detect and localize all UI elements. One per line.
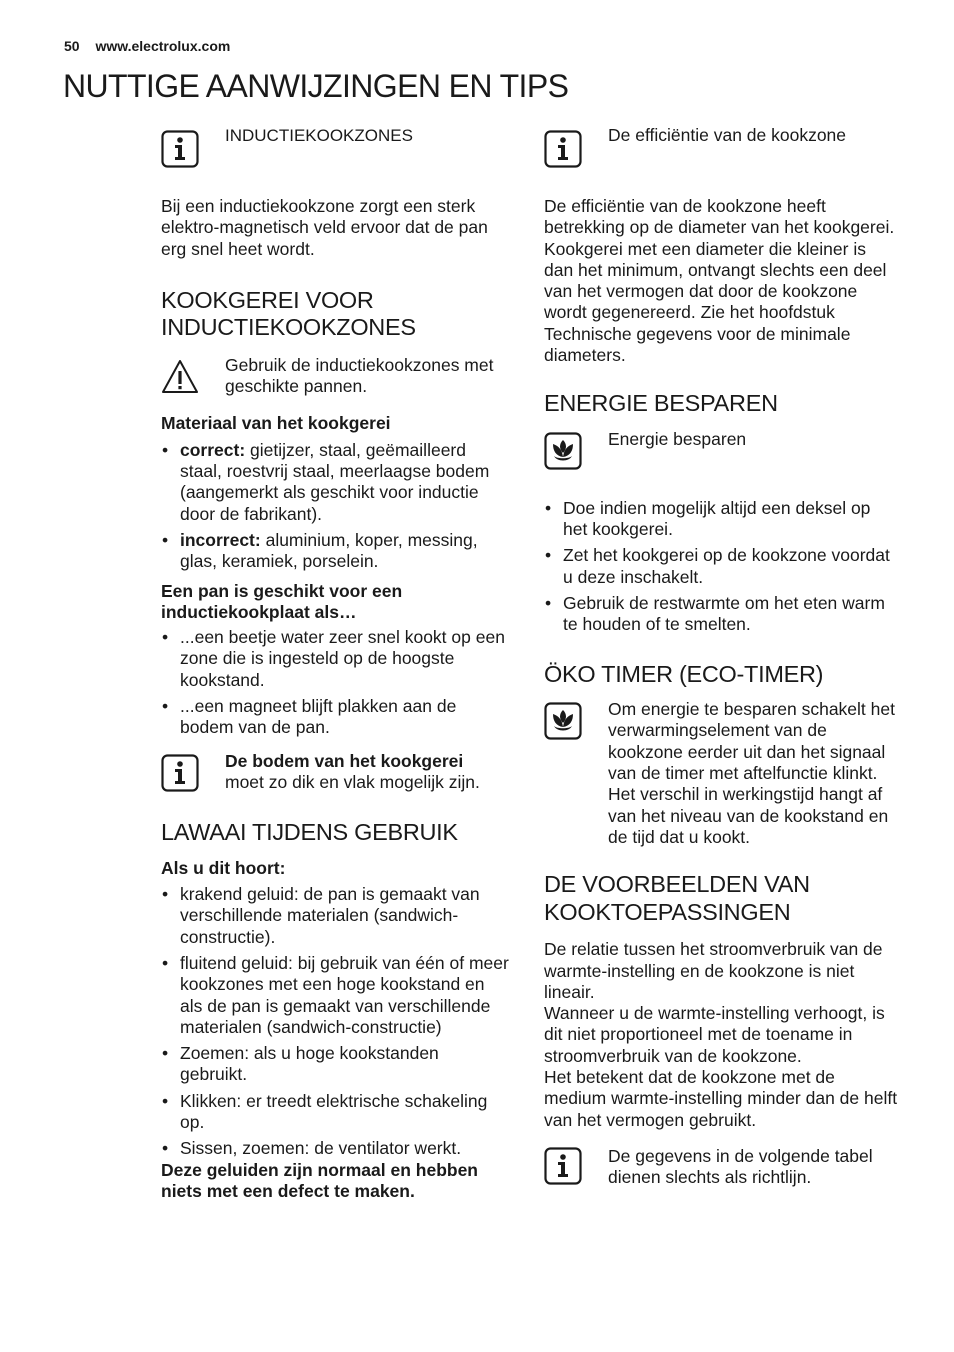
list-item: • Doe indien mogelijk altijd een deksel op het kookgerei. — [544, 498, 899, 541]
list-item: • Zet het kookgerei op de kookzone voordat u deze inschakelt. — [544, 545, 899, 588]
list-item: • ...een beetje water zeer snel kookt op een zone die is ingesteld op de hoogste kookstand. — [161, 627, 509, 691]
notice-bottom-bold: De bodem van het kookgerei — [225, 750, 464, 771]
noise-list — [161, 884, 509, 1160]
list-item: • Gebruik de restwarmte om het eten warm te houden of te smelten. — [544, 593, 899, 636]
list-item: • Zoemen: als u hoge kookstanden gebruikt. — [161, 1043, 509, 1086]
page-title: NUTTIGE AANWIJZINGEN EN TIPS — [63, 68, 569, 104]
page-number: 50 — [64, 38, 80, 54]
noise-footer: Deze geluiden zijn normaal en hebben niets met een defect te maken. — [161, 1159, 478, 1201]
left-column — [161, 124, 509, 1202]
info-icon — [161, 130, 199, 168]
right-column — [544, 124, 899, 1189]
notice-induction — [161, 124, 509, 168]
eco-timer-text: Om energie te besparen schakelt het verwarmingselement van de kookzone eerder uit dan het signaal van de timer met aftelfunctie klinkt. Het verschil in werkingstijd hangt af van het niveau van de kookstand en de tijd dat u kookt. — [608, 699, 895, 847]
notice-table — [544, 1145, 899, 1189]
eco-leaf-icon — [544, 702, 582, 740]
induction-paragraph: Bij een inductiekookzone zorgt een sterk elektro-magnetisch veld ervoor dat de pan erg snel heet wordt. — [161, 196, 488, 259]
examples-paragraph-3: Het betekent dat de kookzone met de medium warmte-instelling minder dan de helft van het vermogen gebruikt. — [544, 1067, 898, 1130]
notice-bottom-text: moet zo dik en vlak mogelijk zijn. — [225, 771, 480, 792]
cookware-heading: KOOKGEREI VOOR INDUCTIEKOOKZONES — [161, 286, 416, 341]
efficiency-paragraph: De efficiëntie van de kookzone heeft betrekking op de diameter van het kookgerei. Kookgerei met een diameter die kleiner is dan het minimum, ontvangt slechts een deel van het vermogen dat door de kookzone wordt gegenereerd. Zie het hoofdstuk Technische gegevens voor de minimale diameters. — [544, 196, 895, 366]
list-item: • incorrect: aluminium, koper, messing, glas, keramiek, porselein. — [161, 530, 509, 573]
notice-eco-timer — [544, 698, 899, 848]
notice-efficiency — [544, 124, 899, 168]
noise-subheading: Als u dit hoort: — [161, 857, 286, 878]
list-item: • ...een magneet blijft plakken aan de bodem van de pan. — [161, 696, 509, 739]
suitable-heading: Een pan is geschikt voor een inductiekookplaat als… — [161, 580, 403, 622]
examples-heading: DE VOORBEELDEN VAN KOOKTOEPASSINGEN — [544, 871, 810, 925]
suitable-list — [161, 627, 509, 738]
notice-energy — [544, 428, 899, 470]
list-item: • Sissen, zoemen: de ventilator werkt. — [161, 1138, 509, 1159]
notice-table-text: De gegevens in de volgende tabel dienen slechts als richtlijn. — [608, 1145, 873, 1188]
info-icon — [544, 1147, 582, 1185]
warning-text: Gebruik de inductiekookzones met geschikte pannen. — [225, 354, 494, 397]
info-icon — [161, 754, 199, 792]
list-item: • krakend geluid: de pan is gemaakt van verschillende materialen (sandwich-constructie). — [161, 884, 509, 948]
noise-heading: LAWAAI TIJDENS GEBRUIK — [161, 819, 458, 846]
examples-paragraph-2: Wanneer u de warmte-instelling verhoogt, is dit niet proportioneel met de toename in stroomverbruik van de kookzone. — [544, 1003, 885, 1066]
eco-timer-heading: ÖKO TIMER (ECO-TIMER) — [544, 660, 824, 687]
list-item: • correct: gietijzer, staal, geëmailleerd staal, roestvrij staal, meerlaagse bodem (aangemerkt als geschikt voor inductie door de fabrikant). — [161, 440, 509, 525]
notice-warning — [161, 354, 509, 398]
examples-paragraph-1: De relatie tussen het stroomverbruik van de warmte-instelling en de kookzone is niet lineair. — [544, 939, 883, 1002]
list-item: • fluitend geluid: bij gebruik van één of meer kookzones met een hoge kookstand en als de pan is gemaakt van verschillende materialen (sandwich-constructie) — [161, 953, 509, 1038]
notice-efficiency-text: De efficiëntie van de kookzone — [608, 125, 847, 145]
info-icon — [544, 130, 582, 168]
list-item: • Klikken: er treedt elektrische schakeling op. — [161, 1091, 509, 1134]
notice-energy-text: Energie besparen — [608, 428, 747, 449]
eco-leaf-icon — [544, 432, 582, 470]
material-heading: Materiaal van het kookgerei — [161, 413, 391, 434]
material-list — [161, 440, 509, 573]
notice-induction-text: INDUCTIEKOOKZONES — [225, 126, 413, 145]
warning-icon — [161, 358, 199, 396]
energy-heading: ENERGIE BESPAREN — [544, 390, 778, 417]
page-header — [64, 38, 230, 54]
energy-list — [544, 498, 899, 636]
website-link[interactable]: www.electrolux.com — [95, 38, 231, 54]
notice-bottom — [161, 750, 509, 794]
